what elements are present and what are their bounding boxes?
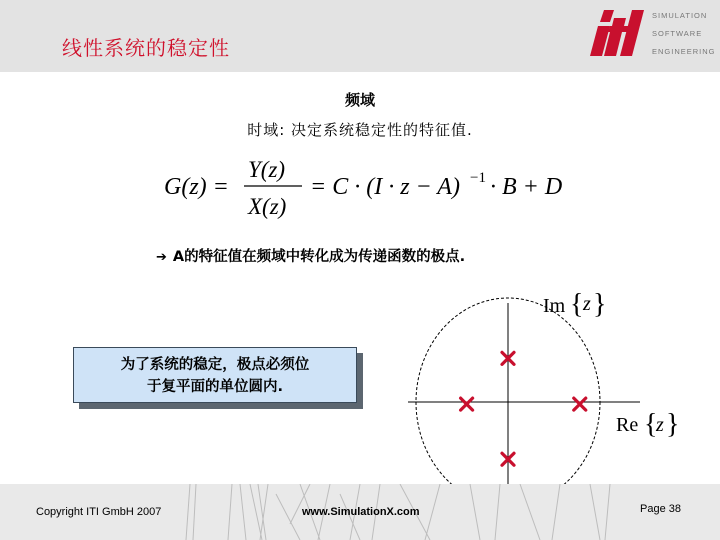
callout-box	[73, 347, 357, 403]
pole-marker-3	[574, 398, 586, 410]
formula-rhs-2: · B + D	[490, 174, 563, 200]
page-number: Page 38	[640, 503, 681, 515]
copyright-text: Copyright ITI GmbH 2007	[36, 506, 162, 518]
header-bar	[0, 0, 720, 72]
formula-lhs: G(z) =	[164, 174, 229, 200]
re-var: z	[656, 414, 664, 436]
re-brace-open: {	[644, 409, 658, 440]
complex-plane	[400, 285, 700, 485]
callout-line-2: 于复平面的单位圆内.	[146, 379, 283, 395]
slide-title: 线性系统的稳定性	[62, 36, 230, 60]
conclusion-line	[156, 245, 465, 266]
re-brace-close: }	[666, 409, 680, 440]
website-link[interactable]: www.SimulationX.com	[302, 506, 420, 518]
section-title: 频域	[344, 91, 375, 109]
conclusion-text: A的特征值在频域中转化成为传递函数的极点.	[172, 249, 466, 265]
im-label: Im	[543, 295, 566, 317]
brand-line-engineering: ENGINEERING	[652, 47, 716, 56]
brand-line-simulation: SIMULATION	[652, 11, 708, 20]
im-brace-close: }	[593, 289, 607, 320]
formula-rhs-1: = C · (I · z − A)	[310, 174, 460, 200]
formula-numerator: Y(z)	[248, 157, 286, 182]
re-label: Re	[616, 414, 639, 436]
poles-group	[461, 352, 586, 465]
callout-line-1: 为了系统的稳定，极点必须位	[120, 357, 310, 373]
brand-line-software: SOFTWARE	[652, 29, 703, 38]
pole-marker-2	[461, 398, 473, 410]
formula-exponent: −1	[470, 170, 486, 186]
im-brace-open: {	[570, 289, 584, 320]
im-var: z	[583, 293, 591, 315]
arrow-right-icon: ➔	[156, 250, 167, 265]
formula-denominator: X(z)	[248, 194, 287, 219]
itl-logo	[590, 8, 650, 58]
transfer-function-formula	[150, 148, 580, 223]
intro-text: 时域: 决定系统稳定性的特征值.	[247, 121, 473, 139]
